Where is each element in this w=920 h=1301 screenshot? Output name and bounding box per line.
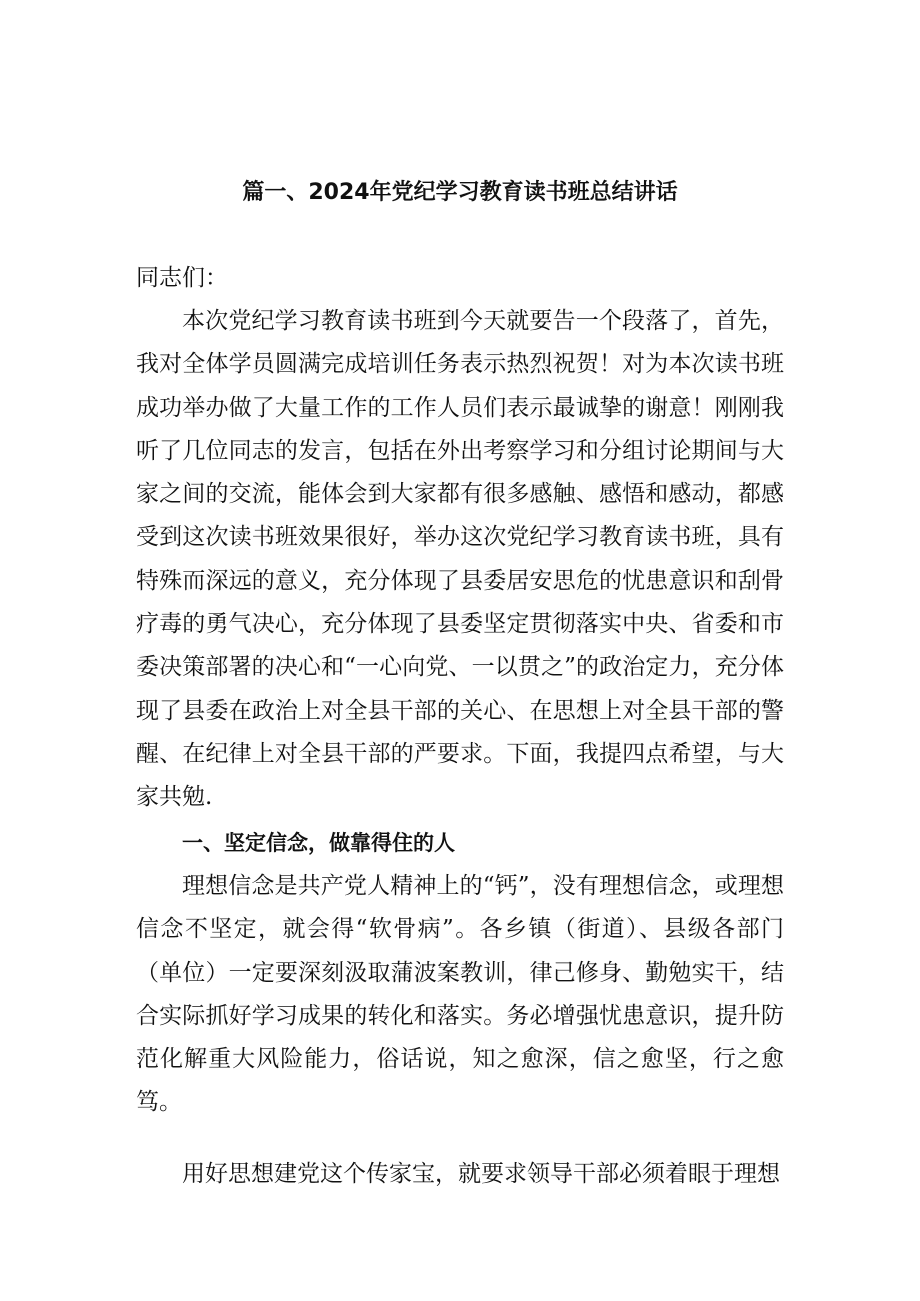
salutation: 同志们： (136, 265, 228, 291)
paragraph-1: 本次党纪学习教育读书班到今天就要告一个段落了，首先，我对全体学员圆满完成培训任务表示热烈祝贺！对为本次读书班成功举办做了大量工作的工作人员们表示最诚挚的谢意！刚刚我听了几位同志的发言，包括在外出考察学习和分组讨论期间与大家之间的交流，能体会到大家都有很多感触、感悟和感动，都感受到这次读书班效果很好，举办这次党纪学习教育读书班，具有特殊而深远的意义，充分体现了县委居安思危的忧患意识和刮骨疗毒的勇气决心，充分体现了县委坚定贯彻落实中央、省委和市委决策部署的决心和“一心向党、一以贯之”的政治定力，充分体现了县委在政治上对全县干部的关心、在思想上对全县干部的警醒、在纪律上对全县干部的严要求。下面，我提四点希望，与大家共勉. (136, 308, 784, 811)
section-heading-1: 一、坚定信念，做靠得住的人 (182, 831, 455, 855)
paragraph-3: 用好思想建党这个传家宝，就要求领导干部必须着眼于理想 (182, 1161, 780, 1187)
paragraph-2: 理想信念是共产党人精神上的“钙”，没有理想信念，或理想信念不坚定，就会得“软骨病”。各乡镇（街道）、县级各部门（单位）一定要深刻汲取蒲波案教训，律己修身、勤勉实干，结合实际抓好学习成果的转化和落实。务必增强忧患意识，提升防范化解重大风险能力，俗话说，知之愈深，信之愈坚，行之愈笃。 (136, 873, 784, 1116)
document-title: 篇一、2024年党纪学习教育读书班总结讲话 (242, 179, 678, 205)
